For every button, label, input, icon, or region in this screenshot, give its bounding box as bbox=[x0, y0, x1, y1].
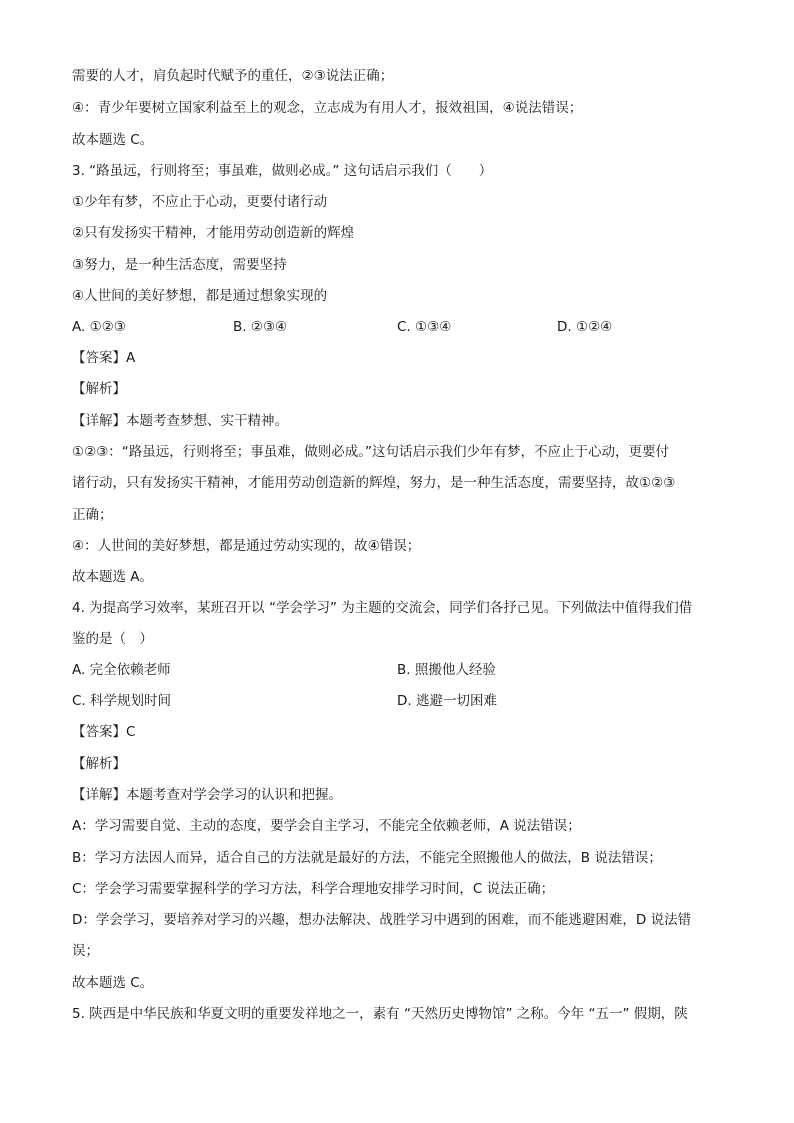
detail-text: 【详解】本题考查对学会学习的认识和把握。 bbox=[72, 787, 342, 803]
question-4-stem: 4. 为提高学习效率，某班召开以 “学会学习” 为主题的交流会，同学们各抒己见。下列做法中值得我们借 bbox=[72, 600, 693, 616]
detail-text: 正确； bbox=[72, 507, 113, 523]
detail-text: ④：人世间的美好梦想，都是通过劳动实现的，故④错误； bbox=[72, 538, 421, 554]
answer-label: 【答案】A bbox=[72, 350, 136, 366]
detail-text: ①②③：“路虽远，行则将至；事虽难，做则必成。”这句话启示我们少年有梦，不应止于心动，更要付 bbox=[72, 444, 670, 460]
detail-text: 故本题选 A。 bbox=[72, 569, 154, 585]
analysis-label: 【解析】 bbox=[72, 381, 126, 397]
detail-text: 误； bbox=[72, 943, 99, 959]
text-line: ④：青少年要树立国家利益至上的观念，立志成为有用人才，报效祖国，④说法错误； bbox=[72, 100, 583, 116]
question-3-statement: ③努力，是一种生活态度，需要坚持 bbox=[72, 257, 287, 273]
question-3-option-c: C. ①③④ bbox=[397, 319, 452, 335]
question-4-option-c: C. 科学规划时间 bbox=[72, 693, 172, 709]
detail-text: A：学习需要自觉、主动的态度，要学会自主学习，不能完全依赖老师，A 说法错误； bbox=[72, 818, 581, 834]
detail-text: D：学会学习，要培养对学习的兴趣，想办法解决、战胜学习中遇到的困难，而不能逃避困难，D 说法错 bbox=[72, 912, 692, 928]
question-5-stem: 5. 陕西是中华民族和华夏文明的重要发祥地之一，素有 “天然历史博物馆” 之称。今年 “五一” 假期，陕 bbox=[72, 1006, 688, 1022]
question-4-option-d: D. 逃避一切困难 bbox=[397, 693, 497, 709]
question-3-option-a: A. ①②③ bbox=[72, 319, 126, 335]
question-4-option-b: B. 照搬他人经验 bbox=[397, 662, 496, 678]
text-line: 故本题选 C。 bbox=[72, 132, 154, 148]
analysis-label: 【解析】 bbox=[72, 756, 126, 772]
question-3-option-b: B. ②③④ bbox=[233, 319, 288, 335]
question-4-stem: 鉴的是（ ） bbox=[72, 631, 153, 647]
detail-text: 【详解】本题考查梦想、实干精神。 bbox=[72, 413, 288, 429]
text-line: 需要的人才，肩负起时代赋予的重任，②③说法正确； bbox=[72, 68, 394, 84]
question-3-statement: ④人世间的美好梦想，都是通过想象实现的 bbox=[72, 288, 328, 304]
detail-text: B：学习方法因人而异，适合自己的方法就是最好的方法，不能完全照搬他人的做法，B 说法错误； bbox=[72, 850, 662, 866]
detail-text: C：学会学习需要掌握科学的学习方法，科学合理地安排学习时间，C 说法正确； bbox=[72, 881, 555, 897]
question-3-option-d: D. ①②④ bbox=[557, 319, 613, 335]
answer-label: 【答案】C bbox=[72, 724, 136, 740]
question-3-statement: ②只有发扬实干精神，才能用劳动创造新的辉煌 bbox=[72, 225, 355, 241]
question-4-option-a: A. 完全依赖老师 bbox=[72, 662, 171, 678]
question-3-statement: ①少年有梦，不应止于心动，更要付诸行动 bbox=[72, 194, 328, 210]
detail-text: 故本题选 C。 bbox=[72, 975, 154, 991]
detail-text: 诸行动，只有发扬实干精神，才能用劳动创造新的辉煌，努力，是一种生活态度，需要坚持，故①②③ bbox=[72, 475, 676, 491]
question-3-stem: 3. “路虽远，行则将至；事虽难，做则必成。” 这句话启示我们（ ） bbox=[72, 163, 493, 179]
